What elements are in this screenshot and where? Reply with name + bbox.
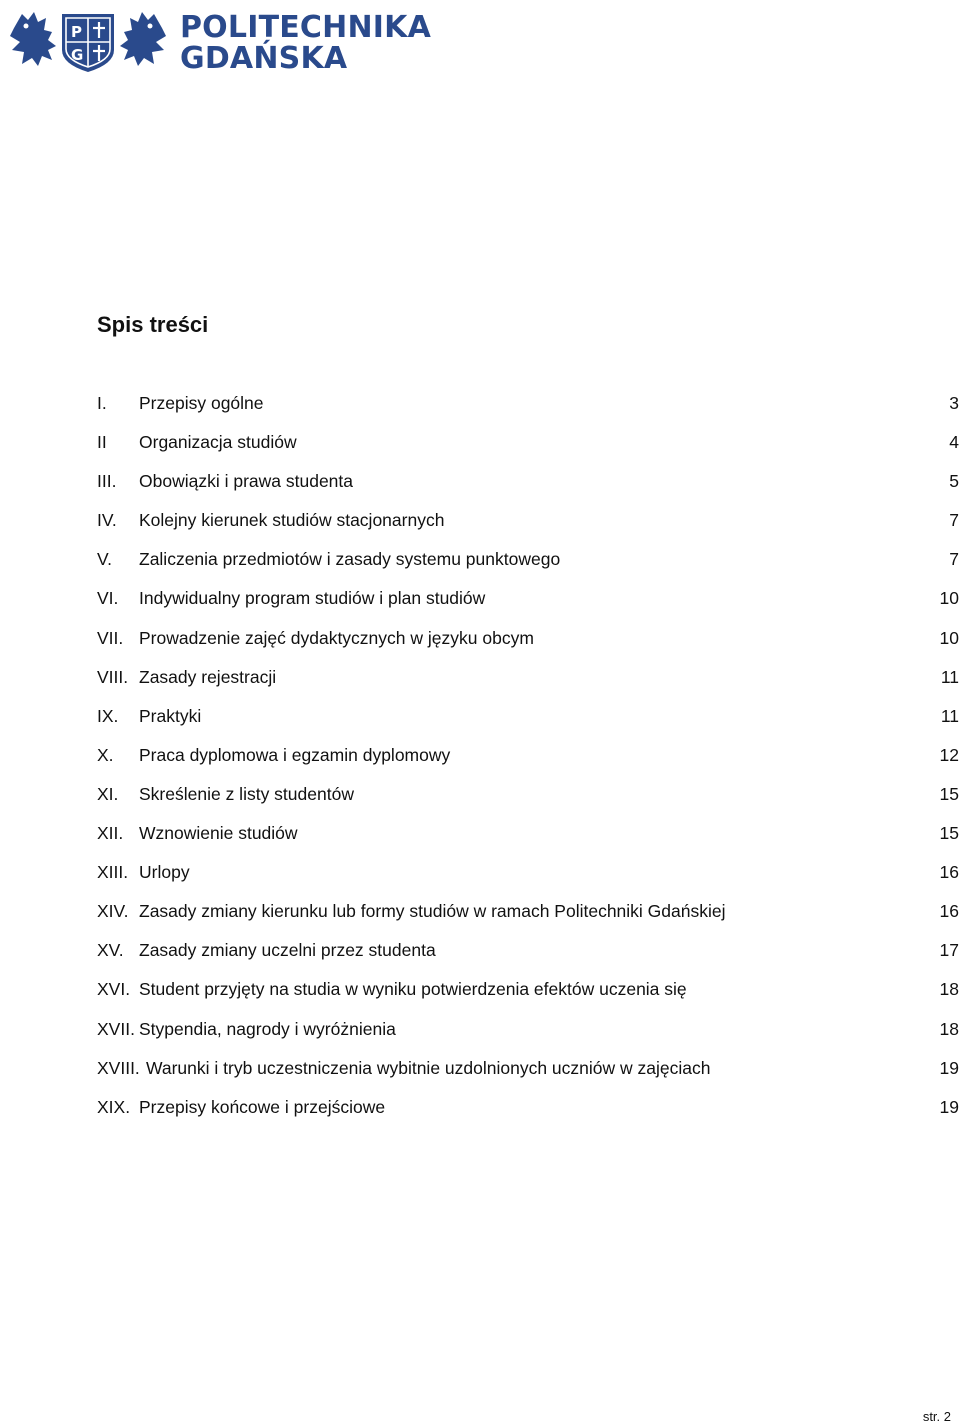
toc-entry[interactable]: [97, 510, 959, 549]
toc-entry[interactable]: [97, 745, 959, 784]
toc-entry-number: XIII.: [97, 862, 129, 883]
toc-entry-label: Urlopy: [139, 862, 190, 883]
toc-entry-number: X.: [97, 744, 114, 765]
toc-entry-label: Przepisy ogólne: [139, 393, 264, 413]
toc-entry-label: Zasady zmiany kierunku lub formy studiów w ramach Politechniki Gdańskiej: [139, 901, 726, 922]
toc-entry-number: XVIII.: [97, 1057, 140, 1078]
toc-entry[interactable]: [97, 823, 959, 862]
toc-entry-label: Student przyjęty na studia w wyniku potwierdzenia efektów uczenia się: [139, 979, 687, 1000]
toc-entry[interactable]: [97, 862, 959, 901]
logo-line-1: POLITECHNIKA: [180, 10, 431, 45]
toc-entry-page: 10: [939, 627, 959, 648]
toc-entry-number: IV.: [97, 510, 117, 531]
toc-entry-number: XVI.: [97, 979, 131, 1000]
toc-entry-page: 18: [939, 1018, 959, 1039]
toc-entry[interactable]: [97, 1097, 959, 1136]
toc-entry-number: IX.: [97, 705, 119, 726]
toc-entry-number: XII.: [97, 823, 124, 844]
toc-entry[interactable]: [97, 588, 959, 627]
toc-entry-page: 10: [939, 588, 959, 609]
toc-entry-label: Przepisy końcowe i przejściowe: [139, 1096, 386, 1117]
toc-entry-label: Praktyki: [139, 705, 202, 726]
emblem-letter-p: P: [71, 23, 82, 41]
toc-entry-number: VIII.: [97, 666, 129, 687]
toc-entry-page: 15: [939, 823, 959, 844]
toc-entry-label: Prowadzenie zajęć dydaktycznych w języku obcym: [139, 627, 534, 648]
toc-entry-number: XIV.: [97, 901, 129, 922]
logo-line-2: GDAŃSKA: [180, 41, 348, 76]
toc-entry-number: V.: [97, 549, 112, 570]
toc-entry[interactable]: [97, 784, 959, 823]
toc-entry-page: 4: [949, 432, 959, 453]
toc-entry-label: Warunki i tryb uczestniczenia wybitnie uzdolnionych uczniów w zajęciach: [146, 1057, 711, 1078]
toc-entry[interactable]: [97, 979, 959, 1018]
toc-entry-page: 16: [939, 862, 959, 883]
toc-entry[interactable]: [97, 549, 959, 588]
toc-entry[interactable]: [97, 667, 959, 706]
toc-entry[interactable]: [97, 706, 959, 745]
toc-entry-number: XI.: [97, 783, 119, 804]
toc-entry-number: XV.: [97, 940, 124, 961]
emblem-icon: [8, 6, 168, 76]
toc-entry[interactable]: [97, 628, 959, 667]
toc-entry-number: III.: [97, 471, 117, 492]
toc-entry[interactable]: [97, 1058, 959, 1097]
toc-entry-page: 17: [939, 940, 959, 961]
toc-entry-page: 12: [939, 744, 959, 765]
toc-entry-page: 5: [949, 471, 959, 492]
toc-entry-page: 18: [939, 979, 959, 1000]
emblem-letter-g: G: [71, 46, 84, 64]
toc-entry-label: Wznowienie studiów: [139, 823, 298, 844]
toc-entry[interactable]: [97, 901, 959, 940]
toc-entry-label: Stypendia, nagrody i wyróżnienia: [139, 1018, 396, 1039]
toc-entry-label: Obowiązki i prawa studenta: [139, 471, 353, 492]
toc-entry-page: 3: [949, 393, 959, 413]
toc-title: Spis treści: [97, 312, 209, 337]
toc-entry-page: 19: [939, 1057, 959, 1078]
toc-entry-number: I.: [97, 393, 107, 413]
toc-entry-page: 16: [939, 901, 959, 922]
toc-entry-number: XIX.: [97, 1096, 131, 1117]
toc-entry[interactable]: [97, 940, 959, 979]
toc-entry-label: Skreślenie z listy studentów: [139, 783, 354, 804]
toc-entry-page: 11: [940, 666, 959, 687]
toc-entry-page: 19: [939, 1096, 959, 1117]
toc-entry-number: II: [97, 432, 107, 453]
toc-entry-label: Organizacja studiów: [139, 432, 297, 453]
toc-entry[interactable]: [97, 432, 959, 471]
toc-entry-number: VII.: [97, 627, 124, 648]
toc-entry[interactable]: [97, 393, 959, 432]
page-number: str. 2: [922, 1409, 951, 1424]
toc-entry-label: Zasady zmiany uczelni przez studenta: [139, 940, 436, 961]
toc-entry-page: 11: [940, 705, 959, 726]
toc-entry-label: Kolejny kierunek studiów stacjonarnych: [139, 510, 445, 531]
toc-entry-number: XVII.: [97, 1018, 135, 1039]
toc-entry-label: Praca dyplomowa i egzamin dyplomowy: [139, 744, 451, 765]
toc-entry-page: 15: [939, 783, 959, 804]
toc-entry-label: Zaliczenia przedmiotów i zasady systemu punktowego: [139, 549, 561, 570]
toc-entry-label: Zasady rejestracji: [139, 666, 277, 687]
toc-list: [97, 393, 959, 1136]
toc-entry[interactable]: [97, 471, 959, 510]
toc-entry-label: Indywidualny program studiów i plan studiów: [139, 588, 486, 609]
logo-wordmark: [180, 12, 431, 74]
toc-entry-page: 7: [949, 549, 959, 570]
toc-entry-page: 7: [949, 510, 959, 531]
toc-entry[interactable]: [97, 1019, 959, 1058]
university-logo: [8, 6, 431, 76]
toc-entry-number: VI.: [97, 588, 119, 609]
